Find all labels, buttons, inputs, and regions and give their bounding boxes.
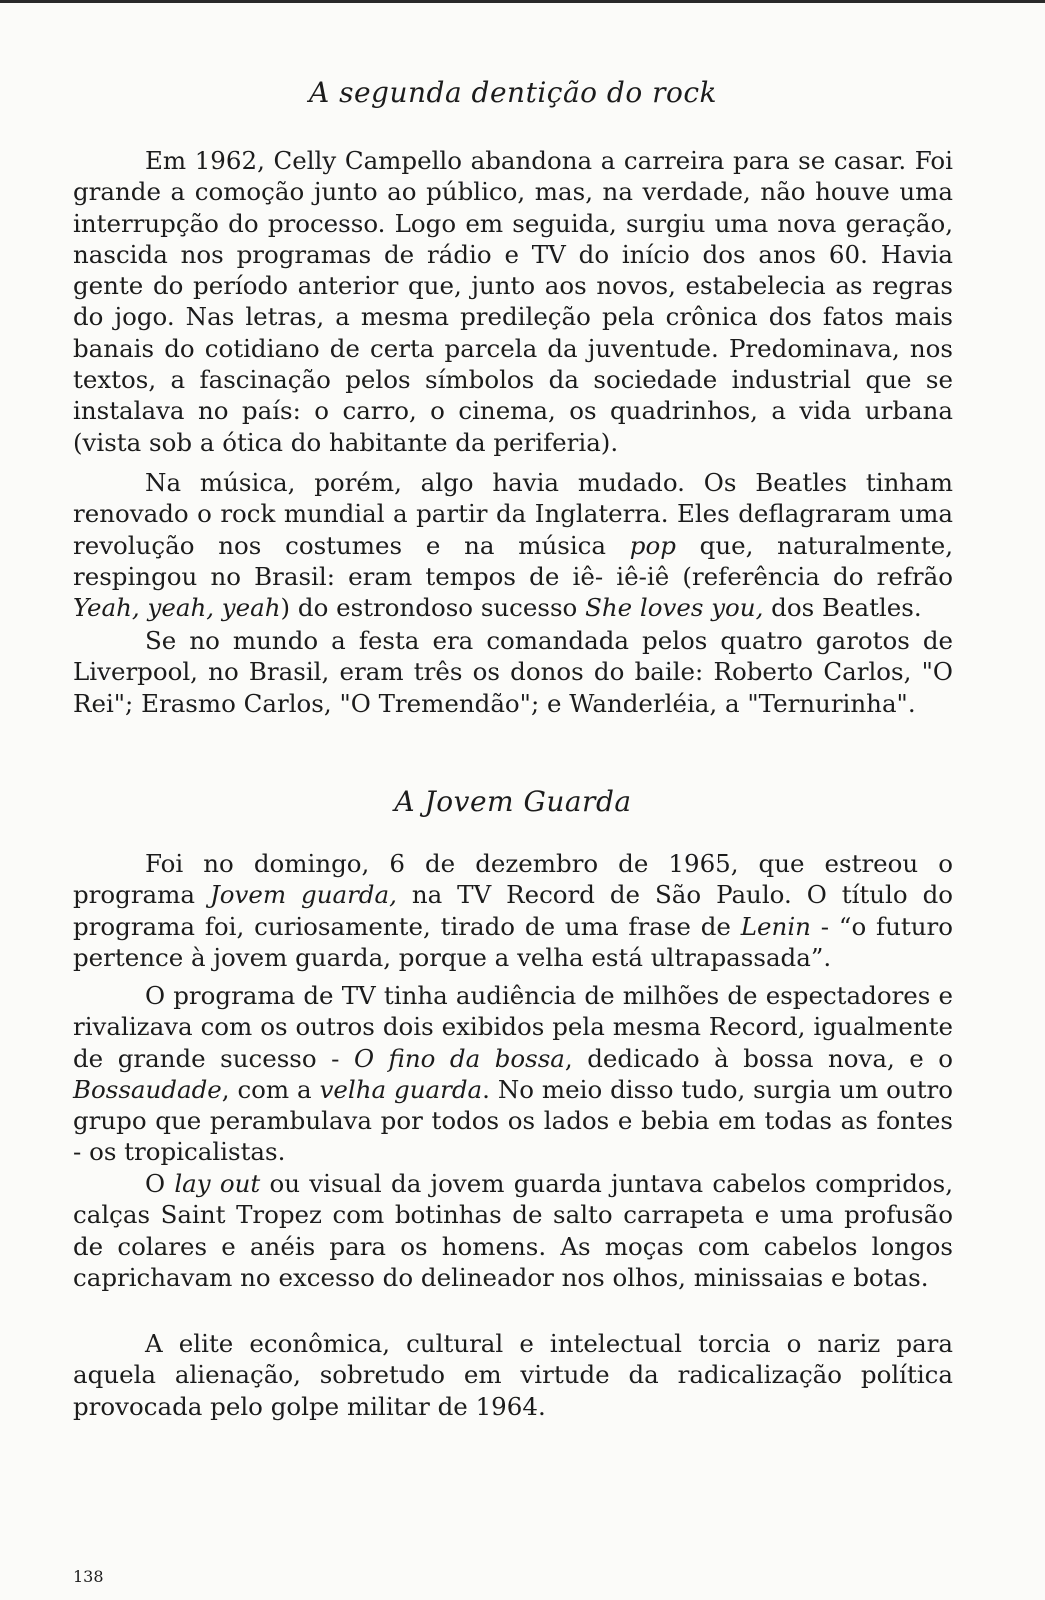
text-run: ou visual da jovem guarda juntava cabelos compridos, calças Saint Tropez com botinhas de salto carrapeta e uma profusão de colares e anéis para os homens. As moças com cabelos longos caprichavam no excesso do delineador nos olhos, minissaias e botas.	[73, 1169, 954, 1292]
italic-text: Yeah, yeah, yeah	[73, 593, 281, 623]
text-run: Na música, porém, algo havia mudado. Os Beatles tinham renovado o rock mundial a partir da Inglaterra. Eles deflagraram uma revolução nos costumes e na música	[73, 468, 953, 560]
paragraph	[73, 1168, 953, 1293]
paragraph	[73, 1328, 953, 1422]
text-run: O	[145, 1169, 175, 1198]
page-top-border	[0, 0, 1045, 3]
text-run: O programa de TV tinha audiência de milhões de espectadores e rivalizava com os outros dois exibidos pela mesma Record, igualmente de grande sucesso -	[73, 981, 953, 1073]
paragraph	[73, 625, 953, 719]
text-run: ) do estrondoso sucesso	[280, 593, 586, 623]
italic-text: O fino da bossa	[353, 1043, 565, 1073]
italic-text: Lenin	[740, 911, 811, 941]
italic-text: pop	[629, 530, 676, 560]
text-run: A elite econômica, cultural e intelectual torcia o nariz para aquela alienação, sobretudo em virtude da radicalização política provocada pelo golpe militar de 1964.	[73, 1329, 953, 1421]
italic-text: lay out	[174, 1169, 261, 1198]
text-run: Se no mundo a festa era comandada pelos quatro garotos de Liverpool, no Brasil, eram três os donos do baile: Roberto Carlos, "O Rei"; Erasmo Carlos, "O Tremendão"; e Wanderléia, a "Ternurinha".	[73, 626, 953, 718]
text-run: , dedicado à bossa nova, e o	[564, 1043, 954, 1073]
section-heading: A Jovem Guarda	[394, 785, 632, 818]
text-run: Foi no domingo, 6 de dezembro de 1965, que estreou o programa	[73, 849, 953, 910]
text-run: que, naturalmente, respingou no Brasil: eram tempos de iê- iê-iê (referência do refrão	[73, 530, 953, 591]
italic-text: Jovem guarda,	[209, 880, 397, 910]
page-number: 138	[73, 1567, 104, 1586]
italic-text: She loves you,	[585, 593, 764, 623]
text-run: dos Beatles.	[763, 593, 922, 623]
paragraph	[73, 145, 953, 458]
paragraph	[73, 980, 953, 1168]
text-run: Em 1962, Celly Campello abandona a carreira para se casar. Foi grande a comoção junto ao público, mas, na verdade, não houve uma interrupção do processo. Logo em seguida, surgiu uma nova geração, nascida nos programas de rádio e TV do início dos anos 60. Havia gente do período anterior que, junto aos novos, estabelecia as regras do jogo. Nas letras, a mesma predileção pela crônica dos fatos mais banais do cotidiano de certa parcela da juventude. Predominava, nos textos, a fascinação pelos símbolos da sociedade industrial que se instalava no país: o carro, o cinema, os quadrinhos, a vida urbana (vista sob a ótica do habitante da periferia).	[73, 146, 953, 457]
text-run: . No meio disso tudo, surgia um outro grupo que perambulava por todos os lados e bebia em todas as fontes - os tropicalistas.	[73, 1074, 954, 1167]
text-run: , com a	[221, 1074, 320, 1104]
italic-text: Bossaudade	[73, 1074, 222, 1104]
paragraph	[73, 848, 953, 973]
italic-text: velha guarda	[319, 1074, 483, 1104]
text-run: na TV Record de São Paulo. O título do programa foi, curiosamente, tirado de uma frase de	[73, 880, 954, 941]
paragraph	[73, 467, 953, 623]
text-run: - “o futuro pertence à jovem guarda, porque a velha está ultrapassada”.	[73, 911, 953, 972]
section-heading: A segunda dentição do rock	[308, 76, 717, 109]
